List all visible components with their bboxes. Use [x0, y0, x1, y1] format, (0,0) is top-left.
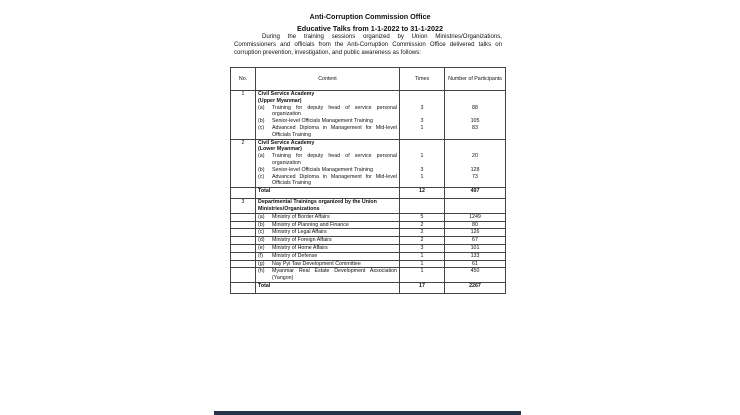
participants-cell: 67 [445, 237, 506, 245]
item-letter: (b) [258, 166, 265, 173]
item-letter: (b) [258, 118, 265, 125]
times-cell: 1 [400, 174, 445, 188]
times-cell: 1 [400, 125, 445, 139]
times-cell: 2 [400, 237, 445, 245]
item-text: Myanmar Real Estate Development Association (Yangon) [272, 268, 397, 282]
table-row [231, 153, 506, 167]
total-participants: 497 [445, 188, 506, 199]
times-cell: 2 [400, 221, 445, 229]
header-times: Times [400, 68, 445, 91]
times-cell: 3 [400, 244, 445, 252]
item-text: Ministry of Foreign Affairs [272, 237, 332, 244]
table-header-row [231, 68, 506, 91]
item-text: Training for deputy head of service personal organization [272, 104, 397, 118]
table-row [231, 244, 506, 252]
item-text: Advanced Diploma in Management for Mid-level Officials Training [272, 173, 397, 187]
item-letter: (h) [258, 268, 265, 275]
table-row [231, 167, 506, 174]
item-text: Nay Pyi Taw Development Committee [272, 260, 361, 267]
total-participants: 2267 [445, 282, 506, 293]
table-row [231, 252, 506, 260]
item-text: Training for deputy head of service personal organization [272, 153, 397, 166]
section-title [256, 91, 400, 105]
header-content: Content [256, 68, 400, 91]
total-row [231, 188, 506, 199]
table-row [231, 237, 506, 245]
participants-cell: 88 [445, 105, 506, 119]
participants-cell: 80 [445, 221, 506, 229]
section-title-text: Civil Service Academy [258, 139, 315, 146]
table-row [231, 105, 506, 119]
item-letter: (e) [258, 244, 265, 251]
section-row [231, 91, 506, 105]
section-title: Departmental Trainings organized by the Union Ministries/Organizations [256, 199, 400, 214]
participants-cell: 128 [445, 167, 506, 174]
total-label: Total [256, 282, 400, 293]
intro-text: During the training sessions organized by Union Ministries/Organizations, Commissioners and officials from the Anti-Corruption Commission Office delivered talks on corruption prevention, investigation, and public awareness as follows: [234, 33, 502, 56]
table-row [231, 268, 506, 283]
item-text: Ministry of Legal Affairs [272, 229, 327, 236]
times-cell: 5 [400, 213, 445, 221]
item-text: Senior-level Officials Management Training [272, 166, 373, 173]
item-letter: (c) [258, 124, 265, 131]
item-text: Senior-level Officials Management Training [272, 118, 373, 125]
participants-cell: 20 [445, 153, 506, 167]
document-title: Anti-Corruption Commission Office [309, 12, 431, 21]
times-cell: 3 [400, 118, 445, 125]
section-row [231, 199, 506, 214]
item-letter: (c) [258, 229, 265, 236]
section-number: 3 [231, 199, 256, 214]
participants-cell: 73 [445, 174, 506, 188]
item-letter: (a) [258, 153, 265, 160]
total-label: Total [256, 188, 400, 199]
total-times: 17 [400, 282, 445, 293]
section-title-text: Civil Service Academy [258, 91, 315, 97]
table-row [231, 229, 506, 237]
times-cell: 3 [400, 105, 445, 119]
participants-cell: 83 [445, 125, 506, 139]
bottom-bar [214, 411, 521, 415]
times-cell: 1 [400, 153, 445, 167]
times-cell: 1 [400, 260, 445, 268]
section-subtitle: (Lower Myanmar) [258, 146, 302, 153]
item-letter: (d) [258, 237, 265, 244]
item-letter: (a) [258, 104, 265, 111]
participants-cell: 1249 [445, 213, 506, 221]
header-no: No. [231, 68, 256, 91]
section-row [231, 139, 506, 153]
participants-cell: 126 [445, 229, 506, 237]
item-letter: (a) [258, 213, 265, 220]
item-letter: (c) [258, 173, 265, 180]
table-row [231, 213, 506, 221]
times-cell: 2 [400, 229, 445, 237]
section-number: 2 [231, 139, 256, 153]
participants-cell: 450 [445, 268, 506, 283]
times-cell: 1 [400, 268, 445, 283]
item-letter: (b) [258, 221, 265, 228]
participants-cell: 133 [445, 252, 506, 260]
table-row [231, 118, 506, 125]
participants-cell: 101 [445, 244, 506, 252]
item-text: Ministry of Border Affairs [272, 213, 330, 220]
section-title [256, 139, 400, 153]
item-letter: (g) [258, 260, 265, 267]
item-text: Ministry of Planning and Finance [272, 221, 349, 228]
table-row [231, 221, 506, 229]
header-participants: Number of Participants [445, 68, 506, 91]
total-row [231, 282, 506, 293]
item-text: Advanced Diploma in Management for Mid-level Officials Training [272, 124, 397, 138]
section-subtitle: (Upper Myanmar) [258, 97, 302, 104]
table-row [231, 174, 506, 188]
times-cell: 3 [400, 167, 445, 174]
total-times: 12 [400, 188, 445, 199]
item-letter: (f) [258, 252, 263, 259]
participants-cell: 61 [445, 260, 506, 268]
table-row [231, 125, 506, 139]
item-text: Ministry of Defense [272, 252, 318, 259]
times-cell: 1 [400, 252, 445, 260]
intro-paragraph [234, 33, 502, 56]
item-text: Ministry of Home Affairs [272, 244, 328, 251]
participants-cell: 105 [445, 118, 506, 125]
table-row [231, 260, 506, 268]
section-number: 1 [231, 91, 256, 105]
educative-talks-table [230, 67, 506, 294]
document-subtitle: Educative Talks from 1-1-2022 to 31-1-2022 [296, 24, 444, 33]
